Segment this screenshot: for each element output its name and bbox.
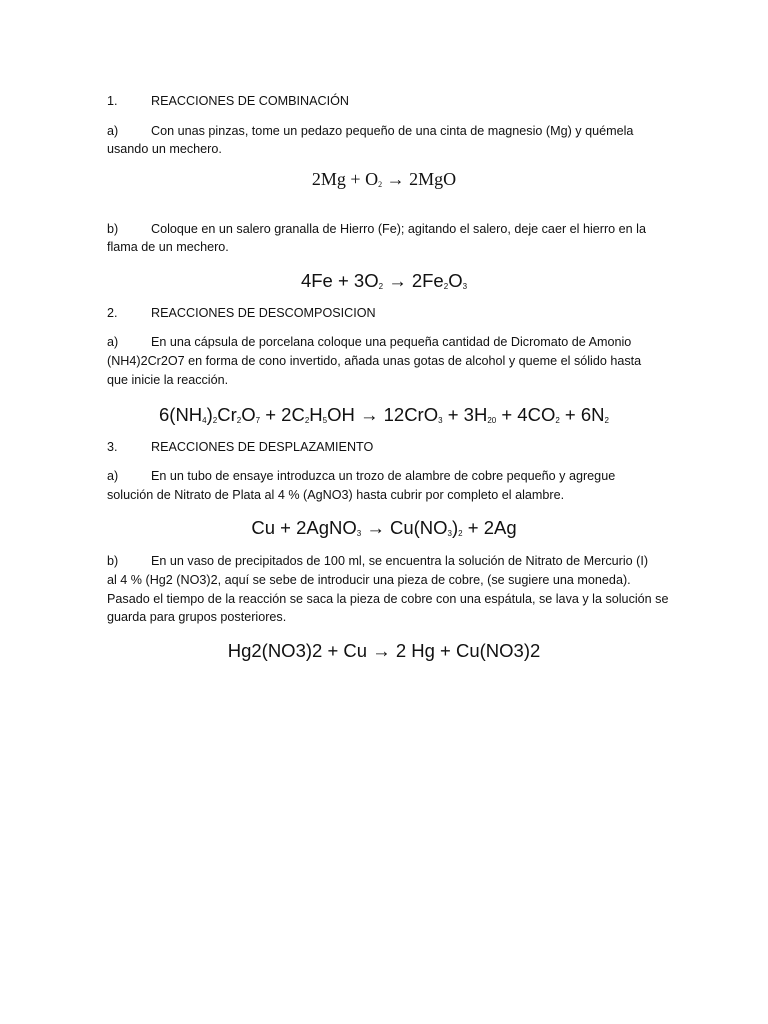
equation-iron: $4Fe + 3O_2 \to 2Fe_2O_3$ — [300, 270, 468, 291]
item-1a-line-2: usando un mechero. — [107, 142, 222, 156]
section-number: 3. — [107, 440, 118, 454]
item-letter: a) — [107, 335, 119, 349]
equation-dichromate: $6(NH_4)_2Cr_2O_7 + 2C_2H_5OH \to 12CrO_3 + 3H_{20} + 4CO_2 + 6N_2$ — [159, 404, 609, 425]
item-2a-line-2: (NH4)2Cr2O7 en forma de cono invertido, añada unas gotas de alcohol y queme el sólido hasta — [107, 354, 642, 368]
item-text: Con unas pinzas, tome un pedazo pequeño de una cinta de magnesio (Mg) y quémela — [151, 124, 634, 138]
section-title: REACCIONES DE DESPLAZAMIENTO — [151, 440, 374, 454]
item-text: En un tubo de ensaye introduzca un trozo de alambre de cobre pequeño y agregue — [151, 469, 616, 483]
section-number: 2. — [107, 306, 118, 320]
equation-mercury-nitrate: Hg2(NO3)2 + Cu → 2 Hg + Cu(NO3)2 — [227, 640, 541, 661]
section-title: REACCIONES DE COMBINACIÓN — [151, 94, 350, 108]
item-3a-line-2: solución de Nitrato de Plata al 4 % (AgNO3) hasta cubrir por completo el alambre. — [107, 488, 565, 502]
item-2a-line-3: que inicie la reacción. — [107, 373, 229, 387]
item-3b-line-3: Pasado el tiempo de la reacción se saca la pieza de cobre con una espátula, se lava y la solución se — [107, 592, 669, 606]
item-3b-line-2: al 4 % (Hg2 (NO3)2, aquí se sebe de introducir una pieza de cobre, (se sugiere una moneda). — [107, 573, 631, 587]
item-letter: a) — [107, 469, 119, 483]
item-letter: a) — [107, 124, 119, 138]
item-text: Coloque en un salero granalla de Hierro (Fe); agitando el salero, deje caer el hierro en la — [151, 222, 646, 236]
item-letter: b) — [107, 554, 119, 568]
section-title: REACCIONES DE DESCOMPOSICION — [151, 306, 376, 320]
item-1b-line-2: flama de un mechero. — [107, 240, 229, 254]
equation-silver-nitrate: Cu + 2AgNO$_3$ → $Cu(NO_3)_2 + 2Ag$ — [251, 517, 517, 538]
item-3b-line-4: guarda para grupos posteriores. — [107, 610, 287, 624]
item-text: En una cápsula de porcelana coloque una pequeña cantidad de Dicromato de Amonio — [151, 335, 632, 349]
equation-magnesium: $2Mg + O_2 \to 2MgO$ — [311, 169, 457, 189]
item-letter: b) — [107, 222, 119, 236]
section-number: 1. — [107, 94, 118, 108]
item-text: En un vaso de precipitados de 100 ml, se encuentra la solución de Nitrato de Mercurio (I) — [151, 554, 649, 568]
